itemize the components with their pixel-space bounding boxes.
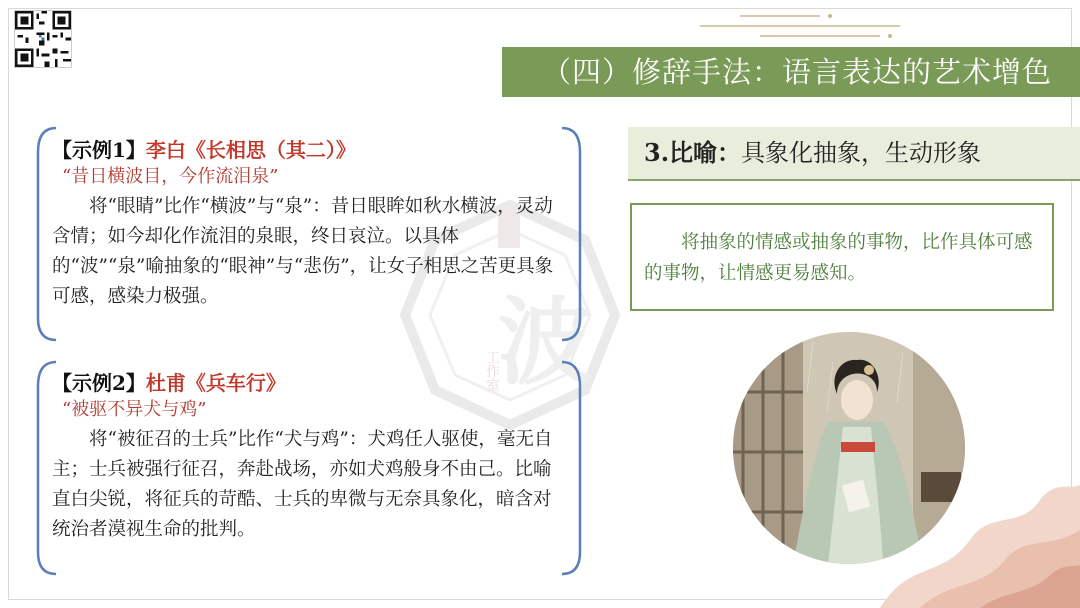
example-1-source: 李白《长相思（其二）》 xyxy=(145,138,356,162)
example-2 xyxy=(52,369,562,545)
example-1-heading xyxy=(52,136,562,164)
example-1 xyxy=(52,136,562,312)
example-2-heading xyxy=(52,369,562,397)
example-2-body: 将“被征召的士兵”比作“犬与鸡”：犬鸡任人驱使，毫无自主；士兵被强行征召，奔赴战场，亦如犬鸡般身不由己。比喻直白尖锐，将征兵的苛酷、士兵的卑微与无奈具象化，暗含对统治者漠视生命的批判。 xyxy=(52,429,553,540)
subtitle-number: 3. xyxy=(644,138,670,167)
watermark-char: 波 xyxy=(497,287,593,398)
example-1-body: 将“眼睛”比作“横波”与“泉”：昔日眼眸如秋水横波，灵动含情；如今却化作流泪的泉眼，终日哀泣。以具体的“波”“泉”喻抽象的“眼神”与“悲伤”，让女子相思之苦更具象可感，感染力极强。 xyxy=(52,196,554,307)
subtitle-box xyxy=(628,127,1080,181)
example-1-quote: “昔日横波目，今作流泪泉” xyxy=(62,166,279,187)
tang-lady-portrait-image xyxy=(733,332,965,564)
qr-code-icon xyxy=(14,10,72,68)
definition-text: 将抽象的情感或抽象的事物，比作具体可感的事物，让情感更易感知。 xyxy=(644,232,1033,284)
example-1-tag: 【示例1】 xyxy=(52,138,146,162)
decorative-lines xyxy=(700,10,920,44)
subtitle xyxy=(644,127,981,179)
subtitle-term: 比喻： xyxy=(669,138,742,167)
title-bar xyxy=(502,47,1080,97)
example-2-quote: “被驱不异犬与鸡” xyxy=(62,399,207,420)
example-2-tag: 【示例2】 xyxy=(52,371,146,395)
example-2-source: 杜甫《兵车行》 xyxy=(145,371,286,395)
page-title: （四）修辞手法：语言表达的艺术增色 xyxy=(542,55,1053,89)
subtitle-description: 具象化抽象，生动形象 xyxy=(741,139,982,167)
definition-box xyxy=(630,203,1054,311)
watermark-sub: 工作室 xyxy=(484,350,500,392)
